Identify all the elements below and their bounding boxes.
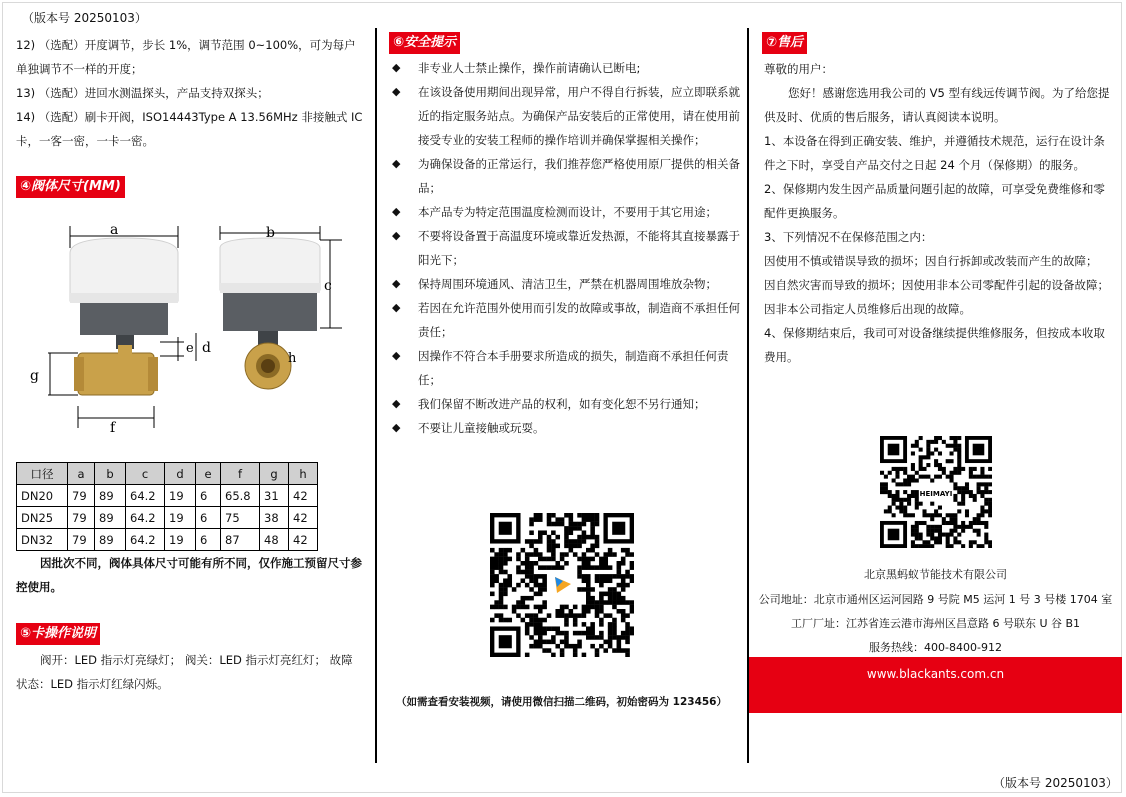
- table-header-row: [17, 463, 318, 485]
- table-row: [17, 485, 318, 507]
- table-header: h: [289, 463, 318, 485]
- table-cell: 79: [68, 507, 95, 529]
- table-header: b: [95, 463, 126, 485]
- spec-item-12: 12) （选配）开度调节，步长 1%，调节范围 0~100%，可为每户单独调节不一样的开度；: [16, 38, 356, 76]
- company-address: 公司地址：北京市通州区运河园路 9 号院 M5 运河 1 号 3 号楼 1704 室: [758, 593, 1113, 606]
- table-cell: DN32: [17, 529, 68, 551]
- dim-label-b: b: [266, 225, 275, 241]
- table-header: d: [165, 463, 196, 485]
- column-divider-1: [375, 28, 377, 763]
- diamond-bullet-icon: ◆: [392, 421, 401, 434]
- table-row: [17, 529, 318, 551]
- table-cell: 6: [196, 507, 221, 529]
- table-header: g: [260, 463, 289, 485]
- card-operation-text: 阀开：LED 指示灯亮绿灯； 阀关：LED 指示灯亮红灯； 故障状态：LED 指示灯红绿闪烁。: [16, 653, 353, 691]
- list-item: ◆ 非专业人士禁止操作，操作前请确认已断电;: [390, 56, 742, 80]
- table-header: f: [221, 463, 260, 485]
- section-heading-aftersales: ⑦售后: [762, 32, 807, 54]
- company-name: 北京黑蚂蚁节能技术有限公司: [864, 568, 1007, 581]
- list-item: ◆ 在该设备使用期间出现异常，用户不得自行拆装，应立即联系就近的指定服务站点。为确保产品安装后的正常使用，请在使用前接受专业的安装工程师的操作培训并确保掌握相关操作；: [390, 80, 742, 152]
- install-video-qr-code[interactable]: [490, 513, 634, 657]
- table-cell: 65.8: [221, 485, 260, 507]
- table-cell: 42: [289, 507, 318, 529]
- version-bottom: （版本号 20250103）: [993, 776, 1118, 790]
- footer-bar: [749, 657, 1122, 713]
- intro-text: 您好！感谢您选用我公司的 V5 型有线远传调节阀。为了给您提供及时、优质的售后服务，请认真阅读本说明。: [764, 86, 1110, 124]
- play-logo-icon: [551, 574, 573, 596]
- table-cell: 87: [221, 529, 260, 551]
- diamond-bullet-icon: ◆: [392, 349, 401, 362]
- table-cell: 89: [95, 507, 126, 529]
- dim-label-g: g: [30, 368, 39, 384]
- table-cell: 19: [165, 507, 196, 529]
- table-cell: 48: [260, 529, 289, 551]
- greeting: 尊敬的用户：: [764, 62, 833, 76]
- table-cell: DN20: [17, 485, 68, 507]
- list-item: ◆ 为确保设备的正常运行，我们推荐您严格使用原厂提供的相关备品；: [390, 152, 742, 200]
- spec-item-13: 13) （选配）进回水测温探头，产品支持双探头；: [16, 86, 269, 100]
- dim-label-f: f: [110, 420, 116, 436]
- diamond-bullet-icon: ◆: [392, 397, 401, 410]
- warranty-exclusion-a: 因使用不慎或错误导致的损坏；因自行拆卸或改装而产生的故障；: [764, 254, 1098, 268]
- table-cell: 79: [68, 529, 95, 551]
- table-cell: 42: [289, 485, 318, 507]
- table-cell: 64.2: [126, 507, 165, 529]
- list-item: ◆ 我们保留不断改进产品的权利，如有变化恕不另行通知；: [390, 392, 742, 416]
- safety-list: [390, 56, 742, 440]
- table-cell: 75: [221, 507, 260, 529]
- diamond-bullet-icon: ◆: [392, 85, 401, 98]
- table-header: c: [126, 463, 165, 485]
- table-cell: 19: [165, 529, 196, 551]
- warranty-exclusion-c: 因非本公司指定人员维修后出现的故障。: [764, 302, 971, 316]
- dimension-note: 因批次不同，阀体具体尺寸可能有所不同，仅作施工预留尺寸参控使用。: [16, 556, 362, 594]
- table-cell: 42: [289, 529, 318, 551]
- diamond-bullet-icon: ◆: [392, 157, 401, 170]
- service-hotline: 服务热线：400-8400-912: [869, 641, 1002, 654]
- valve-front-view: [70, 238, 178, 395]
- website-link[interactable]: www.blackants.com.cn: [866, 667, 1005, 681]
- diamond-bullet-icon: ◆: [392, 205, 401, 218]
- table-header: a: [68, 463, 95, 485]
- warranty-item-4: 4、保修期结束后，我司可对设备继续提供维修服务，但按成本收取费用。: [764, 326, 1105, 364]
- table-cell: 31: [260, 485, 289, 507]
- table-cell: 64.2: [126, 529, 165, 551]
- table-cell: 6: [196, 529, 221, 551]
- section-heading-card: ⑤卡操作说明: [16, 623, 100, 645]
- table-row: [17, 507, 318, 529]
- section-heading-dimensions: ④阀体尺寸(MM): [16, 176, 125, 198]
- dimension-table: [16, 462, 318, 551]
- qr-caption: （如需查看安装视频，请使用微信扫描二维码，初始密码为 123456）: [396, 696, 727, 708]
- list-item: ◆ 保持周围环境通风、清洁卫生，严禁在机器周围堆放杂物；: [390, 272, 742, 296]
- table-cell: 64.2: [126, 485, 165, 507]
- warranty-item-2: 2、保修期内发生因产品质量问题引起的故障，可享受免费维修和零配件更换服务。: [764, 182, 1105, 220]
- diamond-bullet-icon: ◆: [392, 301, 401, 314]
- dim-label-a: a: [110, 222, 119, 238]
- dim-label-c: c: [324, 278, 332, 294]
- list-item: ◆ 若因在允许范围外使用而引发的故障或事故，制造商不承担任何责任；: [390, 296, 742, 344]
- list-item: ◆ 本产品专为特定范围温度检测而设计，不要用于其它用途；: [390, 200, 742, 224]
- dim-label-d: d: [202, 340, 211, 356]
- table-cell: 89: [95, 485, 126, 507]
- diamond-bullet-icon: ◆: [392, 277, 401, 290]
- table-cell: 38: [260, 507, 289, 529]
- warranty-exclusion-b: 因自然灾害而导致的损坏；因使用非本公司零配件引起的设备故障；: [764, 278, 1109, 292]
- company-qr-code[interactable]: [880, 436, 992, 548]
- table-cell: 19: [165, 485, 196, 507]
- valve-dimension-diagram: [20, 218, 360, 440]
- table-header: 口径: [17, 463, 68, 485]
- version-top: （版本号 20250103）: [22, 11, 147, 25]
- table-header: e: [196, 463, 221, 485]
- valve-side-view: [220, 238, 320, 389]
- table-cell: 89: [95, 529, 126, 551]
- list-item: ◆ 因操作不符合本手册要求所造成的损失，制造商不承担任何责任；: [390, 344, 742, 392]
- list-item: ◆ 不要将设备置于高温度环境或靠近发热源，不能将其直接暴露于阳光下；: [390, 224, 742, 272]
- table-cell: DN25: [17, 507, 68, 529]
- section-heading-safety: ⑥安全提示: [389, 32, 460, 54]
- warranty-item-1: 1、本设备在得到正确安装、维护，并遵循技术规范，运行在设计条件之下时，享受自产品交付之日起 24 个月（保修期）的服务。: [764, 134, 1105, 172]
- dim-label-e: e: [186, 341, 194, 356]
- warranty-item-3: 3、下列情况不在保修范围之内：: [764, 230, 933, 244]
- table-cell: 6: [196, 485, 221, 507]
- table-cell: 79: [68, 485, 95, 507]
- diamond-bullet-icon: ◆: [392, 61, 401, 74]
- diamond-bullet-icon: ◆: [392, 229, 401, 242]
- spec-item-14: 14) （选配）刷卡开阀，ISO14443Type A 13.56MHz 非接触式 IC 卡，一客一密，一卡一密。: [16, 110, 363, 148]
- qr-logo-text: HEIMAYI: [919, 490, 953, 498]
- list-item: ◆ 不要让儿童接触或玩耍。: [390, 416, 742, 440]
- dim-label-h: h: [288, 351, 297, 366]
- factory-address: 工厂厂址：江苏省连云港市海州区昌意路 6 号联东 U 谷 B1: [790, 617, 1081, 630]
